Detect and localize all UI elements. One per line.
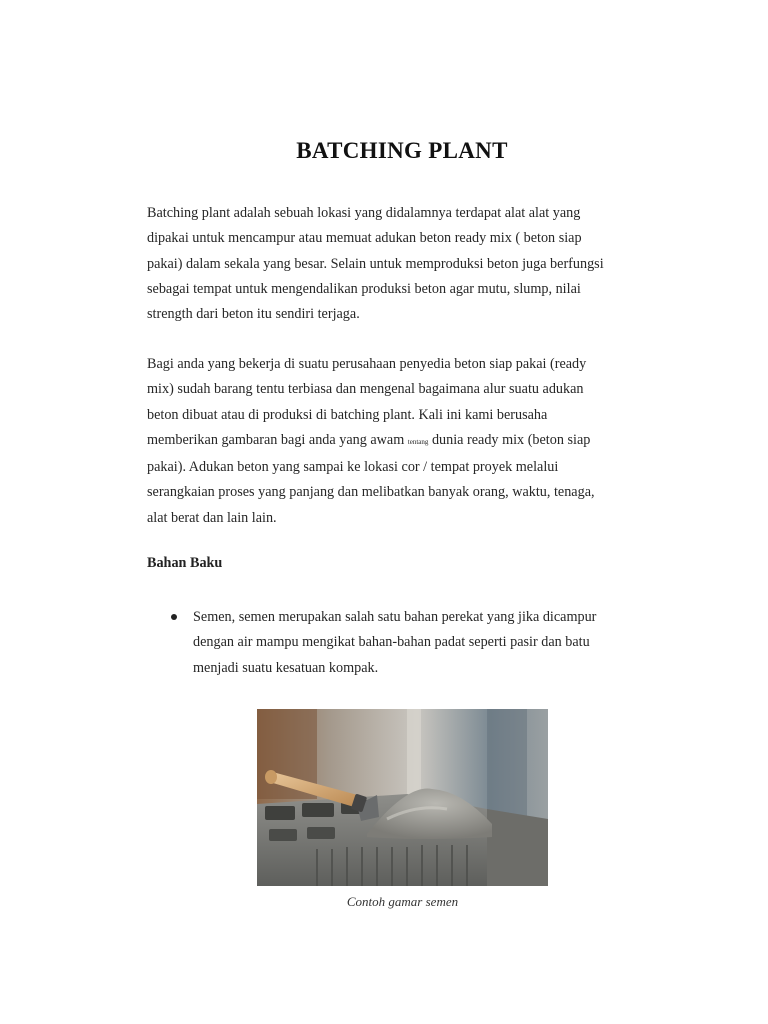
bullet-text (193, 605, 596, 681)
paragraph-line: beton dibuat atau di produksi di batching plant. Kali ini kami berusaha (147, 406, 548, 423)
paragraph-line: dipakai untuk mencampur atau memuat adukan beton ready mix ( beton siap (147, 230, 582, 247)
bullet-line: Semen, semen merupakan salah satu bahan perekat yang jika dicampur (193, 609, 597, 625)
intro-paragraph (147, 201, 657, 327)
line-text: memberikan gambaran bagi anda yang awam (147, 431, 408, 448)
paragraph-line: pakai). Adukan beton yang sampai ke lokasi cor / tempat proyek melalui (147, 459, 559, 476)
paragraph-line: strength dari beton itu sendiri terjaga. (147, 306, 360, 323)
paragraph-line: Bagi anda yang bekerja di suatu perusahaan penyedia beton siap pakai (ready (147, 356, 587, 372)
section-heading: Bahan Baku (147, 555, 223, 571)
cement-photo (257, 709, 548, 886)
bullet-icon (171, 614, 177, 620)
bullet-line: menjadi suatu kesatuan kompak. (193, 659, 379, 676)
image-caption: Contoh gamar semen (346, 894, 459, 909)
paragraph-line: serangkaian proses yang panjang dan melibatkan banyak orang, waktu, tenaga, (147, 484, 595, 501)
paragraph-line: pakai) dalam sekala yang besar. Selain untuk memproduksi beton juga berfungsi (147, 255, 604, 272)
paragraph-line: mix) sudah barang tentu terbiasa dan mengenal bagaimana alur suatu adukan (147, 381, 584, 398)
paragraph-line: alat berat dan lain lain. (147, 509, 277, 526)
paragraph-line: Batching plant adalah sebuah lokasi yang didalamnya terdapat alat alat yang (147, 205, 581, 221)
bullet-line: dengan air mampu mengikat bahan-bahan padat seperti pasir dan batu (193, 634, 590, 651)
cement-image (257, 709, 548, 886)
second-paragraph (147, 352, 657, 531)
small-word: tentang (407, 437, 429, 446)
paragraph-line: sebagai tempat untuk mengendalikan produksi beton agar mutu, slump, nilai (147, 280, 581, 297)
line-text: dunia ready mix (beton siap (428, 431, 591, 448)
document-title: BATCHING PLANT (296, 138, 508, 163)
paragraph-line (147, 428, 657, 455)
